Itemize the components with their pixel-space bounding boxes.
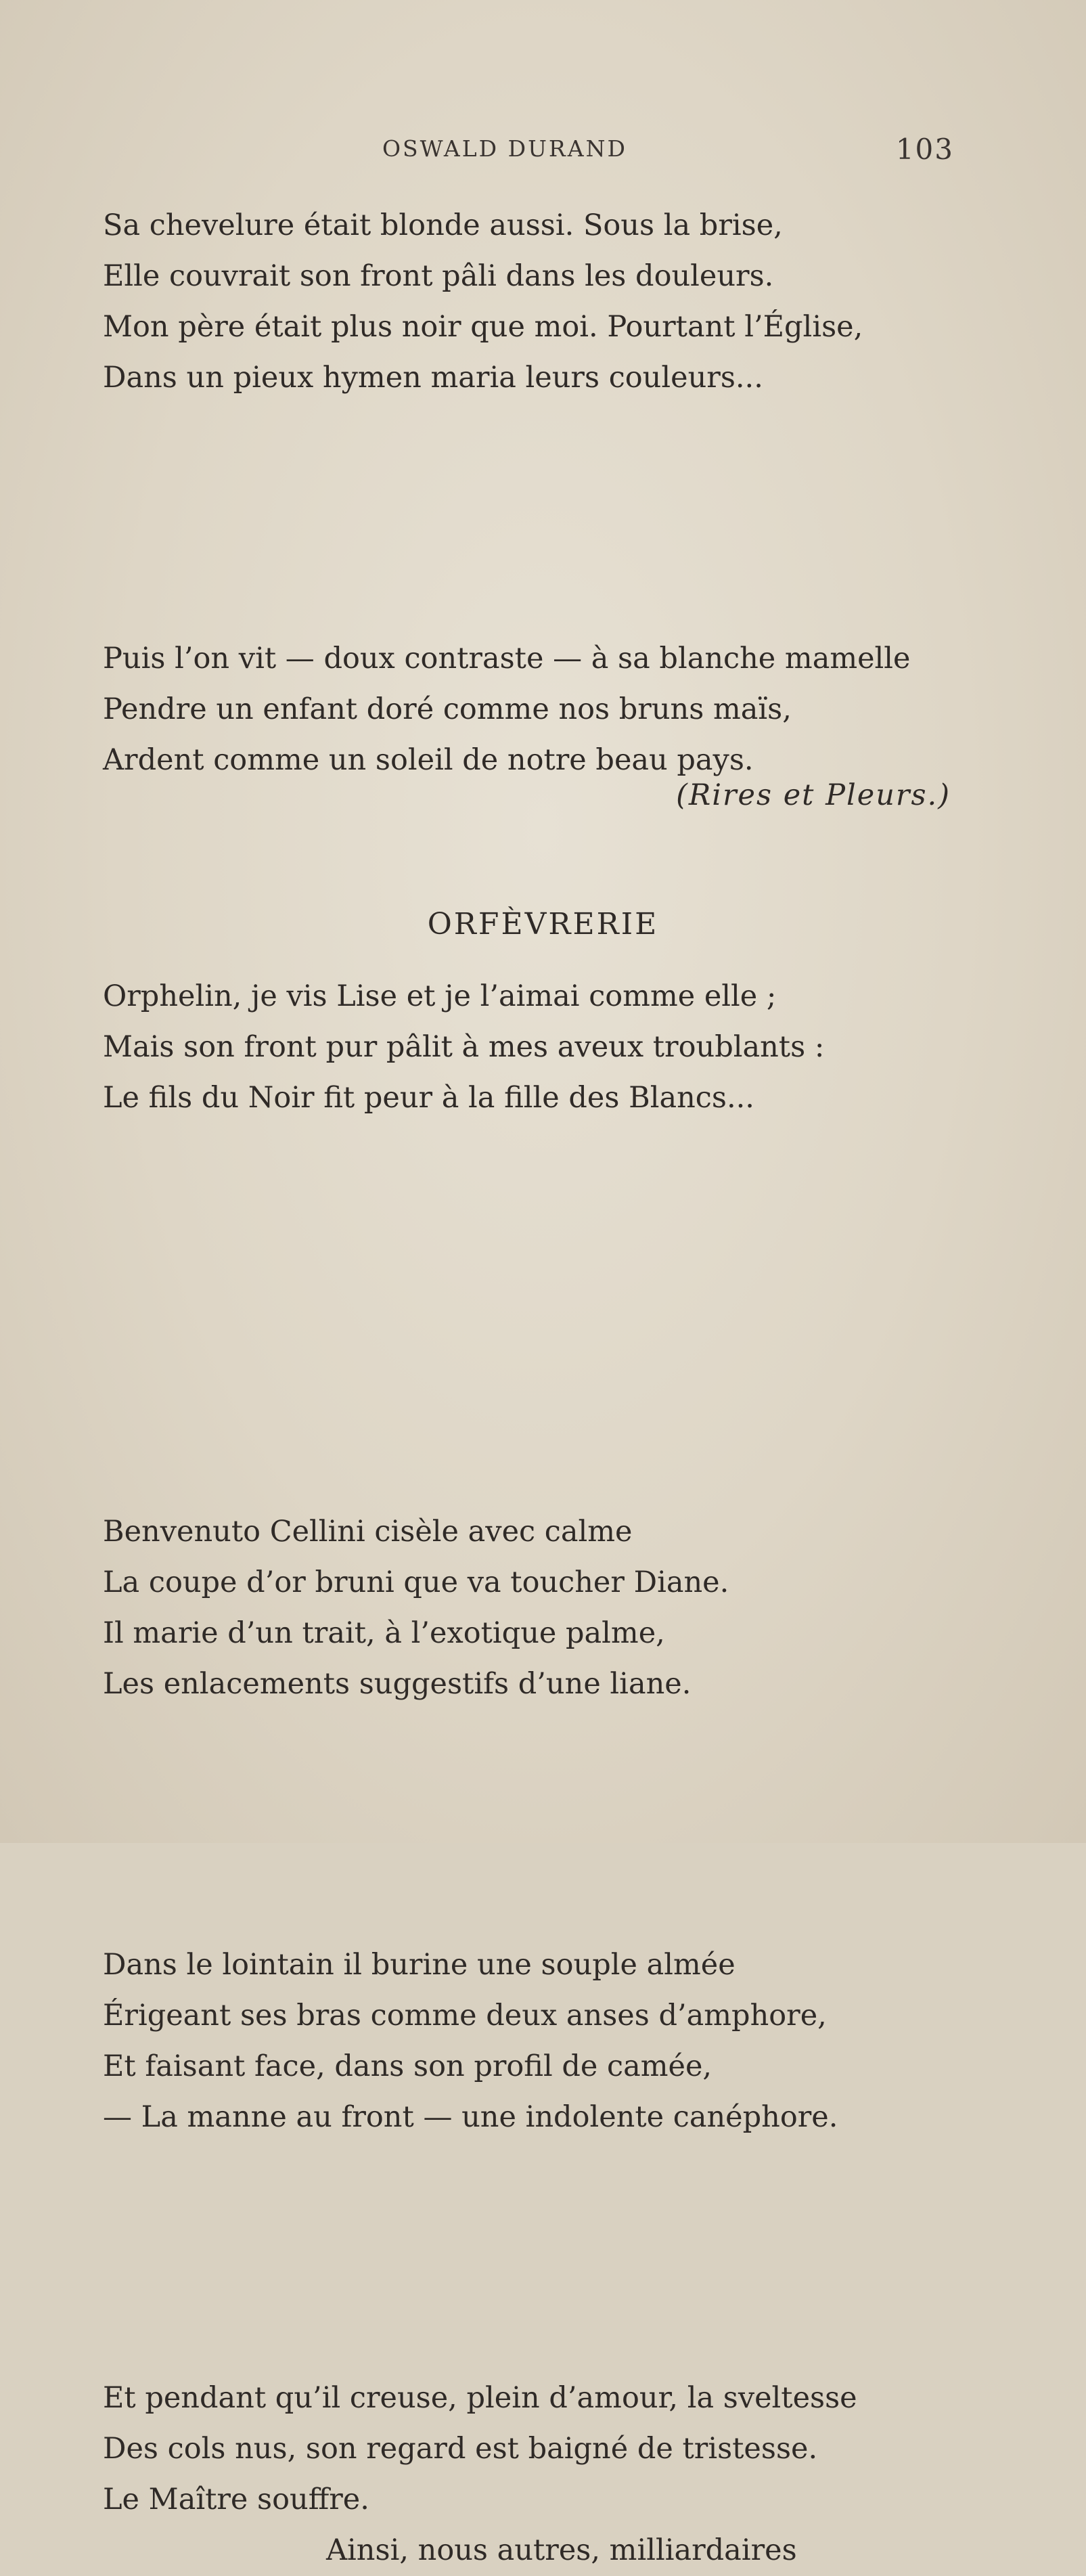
verse-line: Orphelin, je vis Lise et je l’aimai comme elle ; — [103, 979, 777, 1013]
verse-line: Le fils du Noir fit peur à la fille des Blancs... — [103, 1081, 754, 1115]
verse-line: Et faisant face, dans son profil de camée, — [103, 2049, 712, 2083]
verse-line: Dans un pieux hymen maria leurs couleurs... — [103, 361, 763, 395]
poem2-stanza-1 — [103, 1507, 982, 1710]
verse-line: Mon père était plus noir que moi. Pourtant l’Église, — [103, 310, 863, 344]
verse-line: Puis l’on vit — doux contraste — à sa blanche mamelle — [103, 642, 911, 675]
verse-line: Les enlacements suggestifs d’une liane. — [103, 1667, 692, 1701]
verse-line: Érigeant ses bras comme deux anses d’amphore, — [103, 1999, 827, 2033]
poem1-stanza-3 — [103, 971, 982, 1124]
header-author-name: OSWALD DURAND — [382, 135, 627, 162]
poem2-stanza-3 — [103, 2373, 982, 2576]
verse-line: Le Maître souffre. — [103, 2483, 369, 2516]
verse-line: Et pendant qu’il creuse, plein d’amour, la sveltesse — [103, 2381, 857, 2415]
verse-line: Benvenuto Cellini cisèle avec calme — [103, 1515, 633, 1549]
verse-line: — La manne au front — une indolente canéphore. — [103, 2100, 838, 2134]
verse-line: Sa chevelure était blonde aussi. Sous la brise, — [103, 208, 783, 242]
verse-line: La coupe d’or bruni que va toucher Diane. — [103, 1565, 729, 1599]
poem2-title: ORFÈVRERIE — [427, 907, 659, 941]
page-number: 103 — [895, 133, 954, 166]
poem1-attribution: (Rires et Pleurs.) — [676, 778, 951, 812]
verse-line: Il marie d’un trait, à l’exotique palme, — [103, 1616, 665, 1650]
verse-line: Pendre un enfant doré comme nos bruns maïs, — [103, 692, 792, 726]
verse-line: Des cols nus, son regard est baigné de tristesse. — [103, 2432, 818, 2466]
running-header — [101, 135, 954, 169]
verse-line: Elle couvrait son front pâli dans les douleurs. — [103, 259, 774, 293]
poem1-stanza-1 — [103, 200, 982, 403]
verse-line: Dans le lointain il burine une souple almée — [103, 1948, 736, 1982]
poem1-stanza-2 — [103, 634, 982, 786]
verse-line: Ainsi, nous autres, milliardaires — [326, 2533, 797, 2567]
verse-line: Ardent comme un soleil de notre beau pays. — [103, 743, 754, 777]
poem2-stanza-2 — [103, 1940, 982, 2143]
verse-line: Mais son front pur pâlit à mes aveux troublants : — [103, 1030, 825, 1064]
